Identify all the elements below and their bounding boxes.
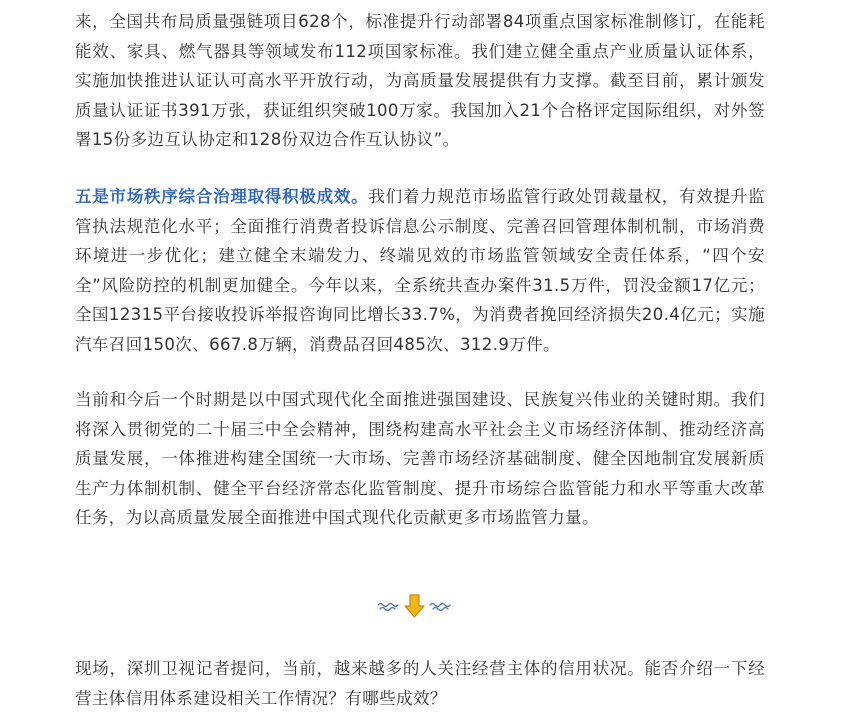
paragraph-text: 来，全国共布局质量强链项目628个，标准提升行动部署84项重点国家标准制修订，在能耗能效、家具、燃气器具等领域发布112项国家标准。我们建立健全重点产业质量认证体系，实施加快推进认证认可高水平开放行动，为高质量发展提供有力支撑。截至目前，累计颁发质量认证证书391万张，获证组织突破100万家。我国加入21个合格评定国际组织，对外签署15份多边互认协定和128份双边合作互认协议”。 [75, 12, 765, 150]
section-heading-market-order: 五是市场秩序综合治理取得积极成效。 [75, 187, 369, 206]
paragraph-future-plans [75, 385, 765, 533]
paragraph-market-order [75, 182, 765, 360]
down-arrow-icon [378, 593, 454, 619]
section-divider [378, 593, 454, 619]
paragraph-quality-certification [75, 7, 765, 155]
paragraph-text: 当前和今后一个时期是以中国式现代化全面推进强国建设、民族复兴伟业的关键时期。我们将深入贯彻党的二十届三中全会精神，围绕构建高水平社会主义市场经济体制、推动经济高质量发展，一体推进构建全国统一大市场、完善市场经济基础制度、健全因地制宜发展新质生产力体制机制、健全平台经济常态化监管制度、提升市场综合监管能力和水平等重大改革任务，为以高质量发展全面推进中国式现代化贡献更多市场监管力量。 [75, 390, 765, 528]
paragraph-reporter-question [75, 654, 765, 713]
paragraph-text: 我们着力规范市场监管行政处罚裁量权，有效提升监管执法规范化水平；全面推行消费者投诉信息公示制度、完善召回管理体制机制，市场消费环境进一步优化；建立健全末端发力、终端见效的市场监管领域安全责任体系，“四个安全”风险防控的机制更加健全。今年以来，全系统共查办案件31.5万件，罚没金额17亿元；全国12315平台接收投诉举报咨询同比增长33.7%，为消费者挽回经济损失20.4亿元；实施汽车召回150次、667.8万辆，消费品召回485次、312.9万件。 [75, 187, 765, 354]
paragraph-text: 现场，深圳卫视记者提问，当前，越来越多的人关注经营主体的信用状况。能否介绍一下经营主体信用体系建设相关工作情况？有哪些成效？ [75, 659, 765, 708]
